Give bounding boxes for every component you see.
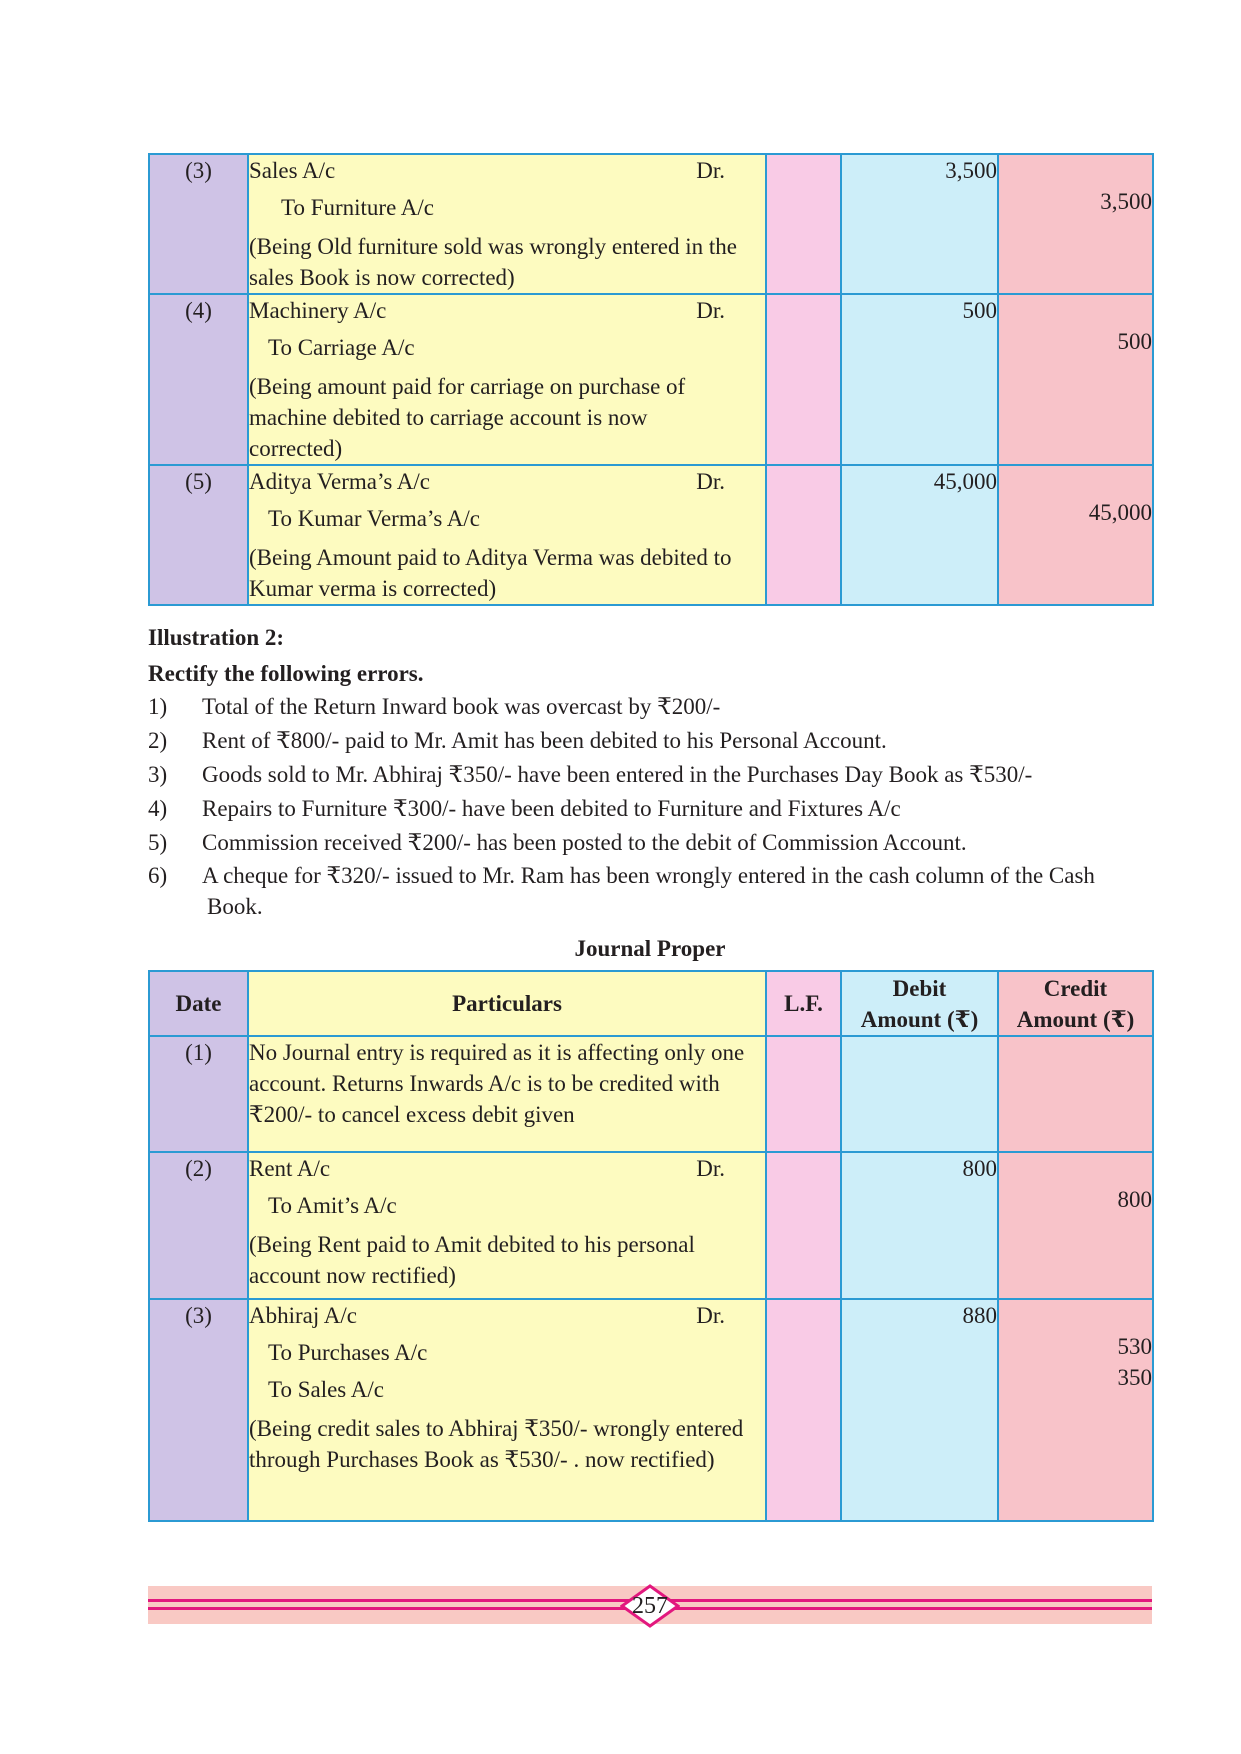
date-cell: (3) bbox=[149, 1299, 248, 1521]
date-cell: (4) bbox=[149, 294, 248, 465]
narration: (Being amount paid for carriage on purchase of machine debited to carriage account is now corrected) bbox=[249, 374, 686, 461]
debit-account: Abhiraj A/c bbox=[249, 1303, 357, 1328]
narration: (Being Amount paid to Aditya Verma was debited to Kumar verma is corrected) bbox=[249, 545, 732, 601]
credit-account: To Purchases A/c bbox=[268, 1340, 428, 1365]
header-date: Date bbox=[149, 971, 248, 1036]
lf-cell bbox=[766, 1036, 841, 1152]
list-item: 6) A cheque for ₹320/- issued to Mr. Ram has been wrongly entered in the cash column of the Cash Book. bbox=[148, 863, 1095, 919]
dr-label: Dr. bbox=[696, 469, 725, 494]
header-lf: L.F. bbox=[766, 971, 841, 1036]
journal-continuation-table bbox=[148, 153, 1154, 606]
table-row bbox=[149, 465, 1153, 605]
date-cell: (5) bbox=[149, 465, 248, 605]
dr-label: Dr. bbox=[696, 1303, 725, 1328]
particulars-cell bbox=[248, 465, 766, 605]
debit-amount: 45,000 bbox=[841, 465, 998, 605]
credit-amount: 530 350 bbox=[998, 1299, 1153, 1521]
particulars-cell bbox=[248, 1152, 766, 1299]
journal-title: Journal Proper bbox=[574, 936, 726, 961]
error-list bbox=[148, 690, 1158, 922]
lf-cell bbox=[766, 294, 841, 465]
credit-account: To Furniture A/c bbox=[281, 195, 434, 220]
table-row bbox=[149, 1036, 1153, 1152]
date-cell: (3) bbox=[149, 154, 248, 294]
page-footer bbox=[148, 1586, 1152, 1624]
debit-amount: 500 bbox=[841, 294, 998, 465]
credit-amount bbox=[998, 1036, 1153, 1152]
credit-account: To Amit’s A/c bbox=[268, 1193, 397, 1218]
illustration-title: Illustration 2: bbox=[148, 625, 285, 650]
credit-account: To Sales A/c bbox=[268, 1377, 384, 1402]
debit-amount bbox=[841, 1036, 998, 1152]
table-row bbox=[149, 294, 1153, 465]
particulars-cell bbox=[248, 154, 766, 294]
dr-label: Dr. bbox=[696, 1156, 725, 1181]
table-row bbox=[149, 1299, 1153, 1521]
journal-proper-table bbox=[148, 970, 1154, 1522]
narration: (Being credit sales to Abhiraj ₹350/- wrongly entered through Purchases Book as ₹530/- . now rectified) bbox=[249, 1416, 744, 1472]
debit-account: Machinery A/c bbox=[249, 298, 387, 323]
list-item: 1) Total of the Return Inward book was overcast by ₹200/- bbox=[148, 694, 721, 719]
lf-cell bbox=[766, 1152, 841, 1299]
date-cell: (1) bbox=[149, 1036, 248, 1152]
table-header-row bbox=[149, 971, 1153, 1036]
lf-cell bbox=[766, 1299, 841, 1521]
particulars-cell: No Journal entry is required as it is affecting only one account. Returns Inwards A/c is to be credited with ₹200/- to cancel excess debit given bbox=[248, 1036, 766, 1152]
debit-amount: 3,500 bbox=[841, 154, 998, 294]
particulars-cell bbox=[248, 294, 766, 465]
list-item: 4) Repairs to Furniture ₹300/- have been debited to Furniture and Fixtures A/c bbox=[148, 796, 901, 821]
narration: (Being Old furniture sold was wrongly entered in the sales Book is now corrected) bbox=[249, 234, 737, 290]
date-cell: (2) bbox=[149, 1152, 248, 1299]
debit-account: Rent A/c bbox=[249, 1156, 331, 1181]
header-credit: Credit Amount (₹) bbox=[998, 971, 1153, 1036]
dr-label: Dr. bbox=[696, 158, 725, 183]
header-debit: Debit Amount (₹) bbox=[841, 971, 998, 1036]
credit-amount: 800 bbox=[998, 1152, 1153, 1299]
credit-amount: 3,500 bbox=[998, 154, 1153, 294]
credit-account: To Kumar Verma’s A/c bbox=[268, 506, 480, 531]
narration: (Being Rent paid to Amit debited to his personal account now rectified) bbox=[249, 1232, 695, 1288]
table-row bbox=[149, 154, 1153, 294]
debit-amount: 880 bbox=[841, 1299, 998, 1521]
header-particulars: Particulars bbox=[248, 971, 766, 1036]
debit-account: Sales A/c bbox=[249, 158, 336, 183]
list-item: 5) Commission received ₹200/- has been posted to the debit of Commission Account. bbox=[148, 830, 967, 855]
debit-account: Aditya Verma’s A/c bbox=[249, 469, 430, 494]
lf-cell bbox=[766, 465, 841, 605]
dr-label: Dr. bbox=[696, 298, 725, 323]
illustration-instruction: Rectify the following errors. bbox=[148, 661, 424, 686]
list-item: 2) Rent of ₹800/- paid to Mr. Amit has been debited to his Personal Account. bbox=[148, 728, 887, 753]
credit-amount: 45,000 bbox=[998, 465, 1153, 605]
lf-cell bbox=[766, 154, 841, 294]
debit-amount: 800 bbox=[841, 1152, 998, 1299]
page-number: 257 bbox=[632, 1593, 668, 1619]
particulars-cell bbox=[248, 1299, 766, 1521]
table-row bbox=[149, 1152, 1153, 1299]
list-item: 3) Goods sold to Mr. Abhiraj ₹350/- have been entered in the Purchases Day Book as ₹530/- bbox=[148, 762, 1033, 787]
credit-account: To Carriage A/c bbox=[268, 335, 415, 360]
credit-amount: 500 bbox=[998, 294, 1153, 465]
